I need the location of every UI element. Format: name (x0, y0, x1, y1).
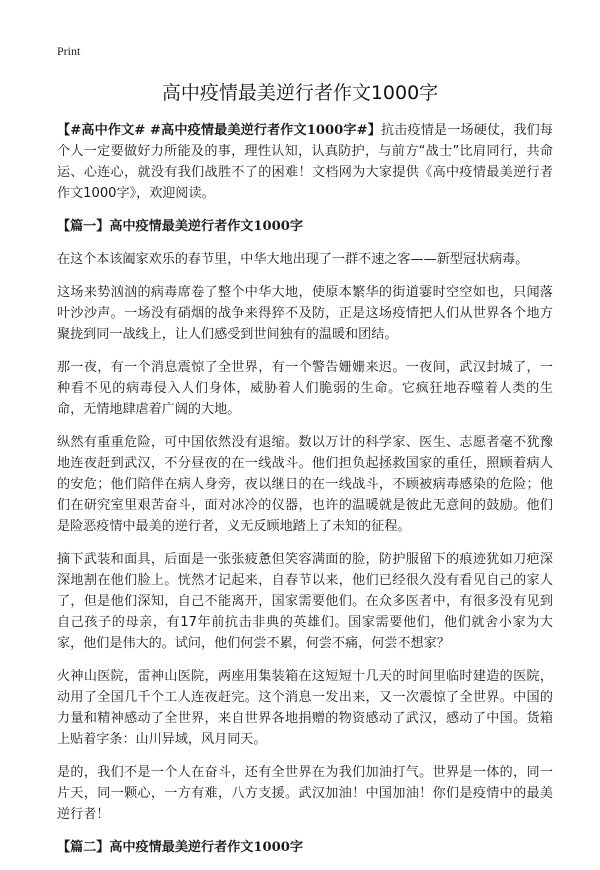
document-body (57, 120, 553, 870)
paragraph-6: 火神山医院，雷神山医院，两座用集装箱在这短短十几天的时间里临时建造的医院，动用了全国几千个工人连夜赶完。这个消息一发出来，又一次震惊了全世界。中国的力量和精神感动了全世界，来自世界各地捐赠的物资感动了武汉，感动了中国。货箱上贴着字条：山川异域，风月同天。 (57, 669, 553, 747)
paragraph-7: 是的，我们不是一个人在奋斗，还有全世界在为我们加油打气。世界是一体的，同一片天，同一颗心，一方有难，八方支援。武汉加油！中国加油！你们是疫情中的最美逆行者！ (57, 765, 553, 822)
document-title: 高中疫情最美逆行者作文1000字 (161, 82, 439, 104)
paragraph-1: 在这个本该阖家欢乐的春节里，中华大地出现了一群不速之客——新型冠状病毒。 (57, 252, 529, 267)
paragraph-3: 那一夜，有一个消息震惊了全世界，有一个警告姗姗来迟。一夜间，武汉封城了，一种看不见的病毒侵入人们身体，威胁着人们脆弱的生命。它疯狂地吞噬着人类的生命，无情地肆虐着广阔的大地。 (57, 360, 553, 417)
print-link[interactable]: Print (57, 44, 81, 58)
section-heading-2: 【篇二】高中疫情最美逆行者作文1000字 (57, 840, 303, 855)
intro-tag: 【#高中作文# #高中疫情最美逆行者作文1000字#】 (57, 123, 381, 138)
paragraph-5: 摘下武装和面具，后面是一张张疲惫但笑容满面的脸，防护服留下的痕迹犹如刀疤深深地割在他们脸上。恍然才记起来，自春节以来，他们已经很久没有看见自己的家人了，但是他们深知，自己不能离开，国家需要他们。在众多医者中，有很多没有见到自己孩子的母亲，有17年前抗击非典的英雄们。国家需要他们，他们就舍小家为大家，他们是伟大的。试问，他们何尝不累，何尝不痛，何尝不想家？ (57, 552, 553, 651)
section-heading-1: 【篇一】高中疫情最美逆行者作文1000字 (57, 219, 303, 234)
paragraph-4: 纵然有重重危险，可中国依然没有退缩。数以万计的科学家、医生、志愿者毫不犹豫地连夜赶到武汉，不分昼夜的在一线战斗。他们担负起拯救国家的重任，照顾着病人的安危；他们陪伴在病人身旁，夜以继日的在一线战斗，不顾被病毒感染的危险；他们在研究室里艰苦奋斗，面对冰冷的仪器，也许的温暖就是彼此无意间的鼓励。他们是险恶疫情中最美的逆行者，义无反顾地踏上了未知的征程。 (57, 435, 553, 534)
intro-paragraph (57, 120, 553, 204)
intro-text: 抗击疫情是一场硬仗，我们每个人一定要做好力所能及的事，理性认知，认真防护，与前方“战士”比肩同行，共命运、心连心，就没有我们战胜不了的困难！文档网为大家提供《高中疫情最美逆行者作文1000字》，欢迎阅读。 (57, 123, 554, 201)
paragraph-2: 这场来势汹汹的病毒席卷了整个中华大地，使原本繁华的街道霎时空空如也，只闻落叶沙沙声。一场没有硝烟的战争来得猝不及防，正是这场疫情把人们从世界各个地方聚拢到同一战线上，让人们感受到世间独有的温暖和团结。 (57, 285, 553, 342)
